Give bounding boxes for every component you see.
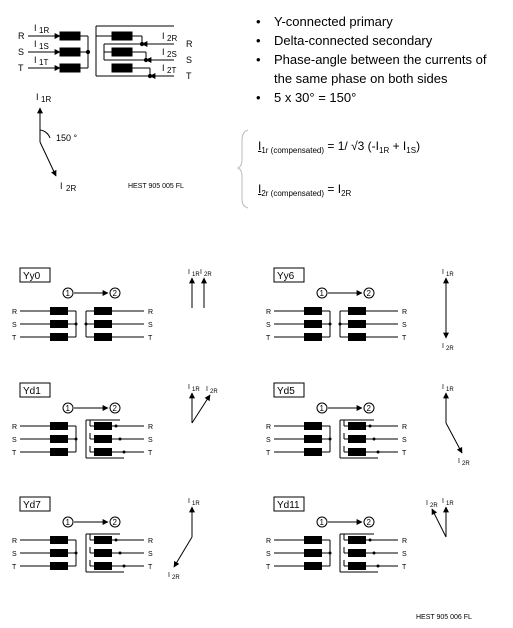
phasor-label: 1R <box>446 387 454 393</box>
bullet-item: • Phase-angle between the currents of the same phase on both sides <box>256 50 506 88</box>
vector-group-yd5 <box>266 383 470 467</box>
phase-label: R <box>186 39 193 49</box>
bullet-continuation: • 5 x 30° = 150° <box>256 88 506 107</box>
top-phasor <box>40 108 56 176</box>
phase-label: R <box>266 424 272 431</box>
transformer-winding-icon <box>94 536 112 544</box>
phase-label: S <box>12 551 17 558</box>
transformer-winding-icon <box>304 422 322 430</box>
svg-text:I: I <box>34 39 37 49</box>
winding-number: 1 <box>319 289 324 298</box>
transformer-winding-icon <box>304 307 322 315</box>
svg-text:I: I <box>188 498 190 505</box>
phase-label: S <box>12 437 17 444</box>
phasor-label: 1R <box>446 272 454 278</box>
phase-label: T <box>12 335 17 342</box>
svg-text:1R: 1R <box>39 26 50 35</box>
transformer-winding-icon <box>304 435 322 443</box>
transformer-winding-icon <box>348 448 366 456</box>
phase-label: T <box>402 564 407 571</box>
transformer-winding-icon <box>50 562 68 570</box>
phase-label: T <box>266 450 271 457</box>
winding-number: 2 <box>366 289 371 298</box>
transformer-winding-icon <box>94 307 112 315</box>
transformer-winding-icon <box>348 549 366 557</box>
svg-text:2R: 2R <box>66 184 77 193</box>
transformer-winding-icon <box>348 307 366 315</box>
phase-label: S <box>186 55 193 65</box>
phase-label: R <box>18 31 25 41</box>
group-name: Yd7 <box>23 500 41 511</box>
vector-group-yd1 <box>12 383 218 458</box>
phase-label: T <box>266 335 271 342</box>
equation-1: $I_{1r (compensated)} = 1/$ √3 $(-I_{1R} + I_{1S})$ <box>258 139 421 155</box>
phasor-label: 2R <box>462 461 470 467</box>
transformer-winding-icon <box>50 448 68 456</box>
vector-group-yd7 <box>12 497 200 581</box>
phase-label: T <box>266 564 271 571</box>
phase-label: R <box>12 424 18 431</box>
bullet-item: • Delta-connected secondary <box>256 31 506 50</box>
reference-bottom: HEST 905 006 FL <box>416 614 472 621</box>
phasor-label: 1R <box>192 272 200 278</box>
phasor-label: 2R <box>446 346 454 352</box>
phase-label: R <box>12 309 18 316</box>
svg-text:I: I <box>162 31 165 41</box>
svg-text:1R: 1R <box>41 95 52 104</box>
reference-top: HEST 905 005 FL <box>128 183 184 190</box>
transformer-winding-icon <box>94 422 112 430</box>
phase-label: T <box>148 335 153 342</box>
phasor-label: 2R <box>430 503 438 509</box>
svg-text:I: I <box>162 47 165 57</box>
transformer-winding-icon <box>304 333 322 341</box>
svg-text:I: I <box>206 386 208 393</box>
winding-number: 1 <box>319 518 324 527</box>
group-name: Yy0 <box>23 271 41 282</box>
phase-label: T <box>402 335 407 342</box>
transformer-winding-icon <box>50 333 68 341</box>
transformer-winding-icon <box>348 333 366 341</box>
winding-number: 1 <box>65 289 70 298</box>
winding-number: 2 <box>366 404 371 413</box>
transformer-winding-icon <box>50 435 68 443</box>
svg-text:I: I <box>34 23 37 33</box>
phase-label: R <box>402 424 408 431</box>
svg-text:I: I <box>34 55 37 65</box>
phase-label: S <box>402 437 407 444</box>
transformer-winding-icon <box>348 536 366 544</box>
bullet-list <box>256 12 506 107</box>
svg-text:I: I <box>442 343 444 350</box>
winding-number: 2 <box>366 518 371 527</box>
equation-2: $I_{2r (compensated)} = I_{2R}$ <box>258 182 352 198</box>
svg-text:2R: 2R <box>167 34 178 43</box>
phase-label: T <box>148 564 153 571</box>
svg-text:I: I <box>162 63 165 73</box>
phase-label: S <box>402 551 407 558</box>
transformer-winding-icon <box>50 536 68 544</box>
winding-number: 2 <box>112 289 117 298</box>
phase-label: T <box>18 63 24 73</box>
phasor-label: 2R <box>204 272 212 278</box>
phase-label: R <box>402 309 408 316</box>
winding-number: 1 <box>65 518 70 527</box>
transformer-winding-icon <box>348 435 366 443</box>
group-name: Yd1 <box>23 386 41 397</box>
svg-text:I: I <box>188 384 190 391</box>
phasor-arrow-icon <box>446 423 462 453</box>
winding-number: 2 <box>112 404 117 413</box>
svg-text:I: I <box>168 572 170 579</box>
phasor-label: 1R <box>192 501 200 507</box>
phase-label: S <box>266 437 271 444</box>
transformer-winding-icon <box>304 448 322 456</box>
transformer-winding-icon <box>348 422 366 430</box>
phase-label: R <box>148 424 154 431</box>
phase-label: S <box>402 322 407 329</box>
transformer-winding-icon <box>304 536 322 544</box>
vector-group-yy0 <box>12 268 212 342</box>
brace <box>238 130 248 208</box>
phase-label: R <box>402 538 408 545</box>
svg-text:1T: 1T <box>39 58 49 67</box>
transformer-winding-icon <box>348 562 366 570</box>
bullet-item: • Y-connected primary <box>256 12 506 31</box>
svg-text:I: I <box>426 500 428 507</box>
phasor-label: 2R <box>210 389 218 395</box>
svg-text:I: I <box>442 498 444 505</box>
phase-label: S <box>18 47 25 57</box>
svg-text:1S: 1S <box>39 42 49 51</box>
transformer-winding-icon <box>94 448 112 456</box>
svg-text:I: I <box>188 269 190 276</box>
phase-label: S <box>12 322 17 329</box>
phase-label: S <box>266 322 271 329</box>
phasor-label: 2R <box>172 575 180 581</box>
phase-label: R <box>148 538 154 545</box>
transformer-winding-icon <box>50 422 68 430</box>
transformer-winding-icon <box>94 562 112 570</box>
svg-text:I: I <box>36 92 39 102</box>
winding-number: 2 <box>112 518 117 527</box>
transformer-winding-icon <box>94 549 112 557</box>
winding-number: 1 <box>319 404 324 413</box>
group-name: Yd5 <box>277 386 295 397</box>
transformer-winding-icon <box>94 320 112 328</box>
top-schematic <box>28 26 177 78</box>
phase-label: S <box>148 551 153 558</box>
transformer-winding-icon <box>304 562 322 570</box>
transformer-winding-icon <box>304 320 322 328</box>
svg-text:I: I <box>442 384 444 391</box>
transformer-winding-icon <box>304 549 322 557</box>
phase-label: S <box>266 551 271 558</box>
phase-label: R <box>266 309 272 316</box>
transformer-winding-icon <box>94 333 112 341</box>
svg-text:2T: 2T <box>167 66 177 75</box>
svg-text:I: I <box>200 269 202 276</box>
phase-label: T <box>186 71 192 81</box>
winding-number: 1 <box>65 404 70 413</box>
svg-text:I: I <box>442 269 444 276</box>
vector-group-yd11 <box>266 497 454 572</box>
transformer-winding-icon <box>50 320 68 328</box>
vector-group-yy6 <box>266 268 454 352</box>
transformer-winding-icon <box>348 320 366 328</box>
phasor-arrow-icon <box>174 537 192 567</box>
phase-label: S <box>148 322 153 329</box>
phasor-arrow-icon <box>432 509 446 537</box>
phasor-label: 1R <box>192 387 200 393</box>
phase-label: R <box>266 538 272 545</box>
group-name: Yd11 <box>277 500 300 511</box>
transformer-winding-icon <box>50 549 68 557</box>
vector-groups <box>12 268 470 581</box>
phase-label: R <box>12 538 18 545</box>
phase-label: T <box>148 450 153 457</box>
transformer-winding-icon <box>94 435 112 443</box>
phase-label: T <box>402 450 407 457</box>
phase-label: R <box>148 309 154 316</box>
phasor-arrow-icon <box>192 395 210 423</box>
svg-text:I: I <box>458 458 460 465</box>
transformer-winding-icon <box>50 307 68 315</box>
phase-label: T <box>12 564 17 571</box>
angle-label: 150 ° <box>56 133 78 143</box>
group-name: Yy6 <box>277 271 295 282</box>
svg-text:2S: 2S <box>167 50 177 59</box>
phase-label: S <box>148 437 153 444</box>
top-current-labels <box>34 23 177 75</box>
svg-text:I: I <box>60 181 63 191</box>
phase-label: T <box>12 450 17 457</box>
phasor-label: 1R <box>446 501 454 507</box>
